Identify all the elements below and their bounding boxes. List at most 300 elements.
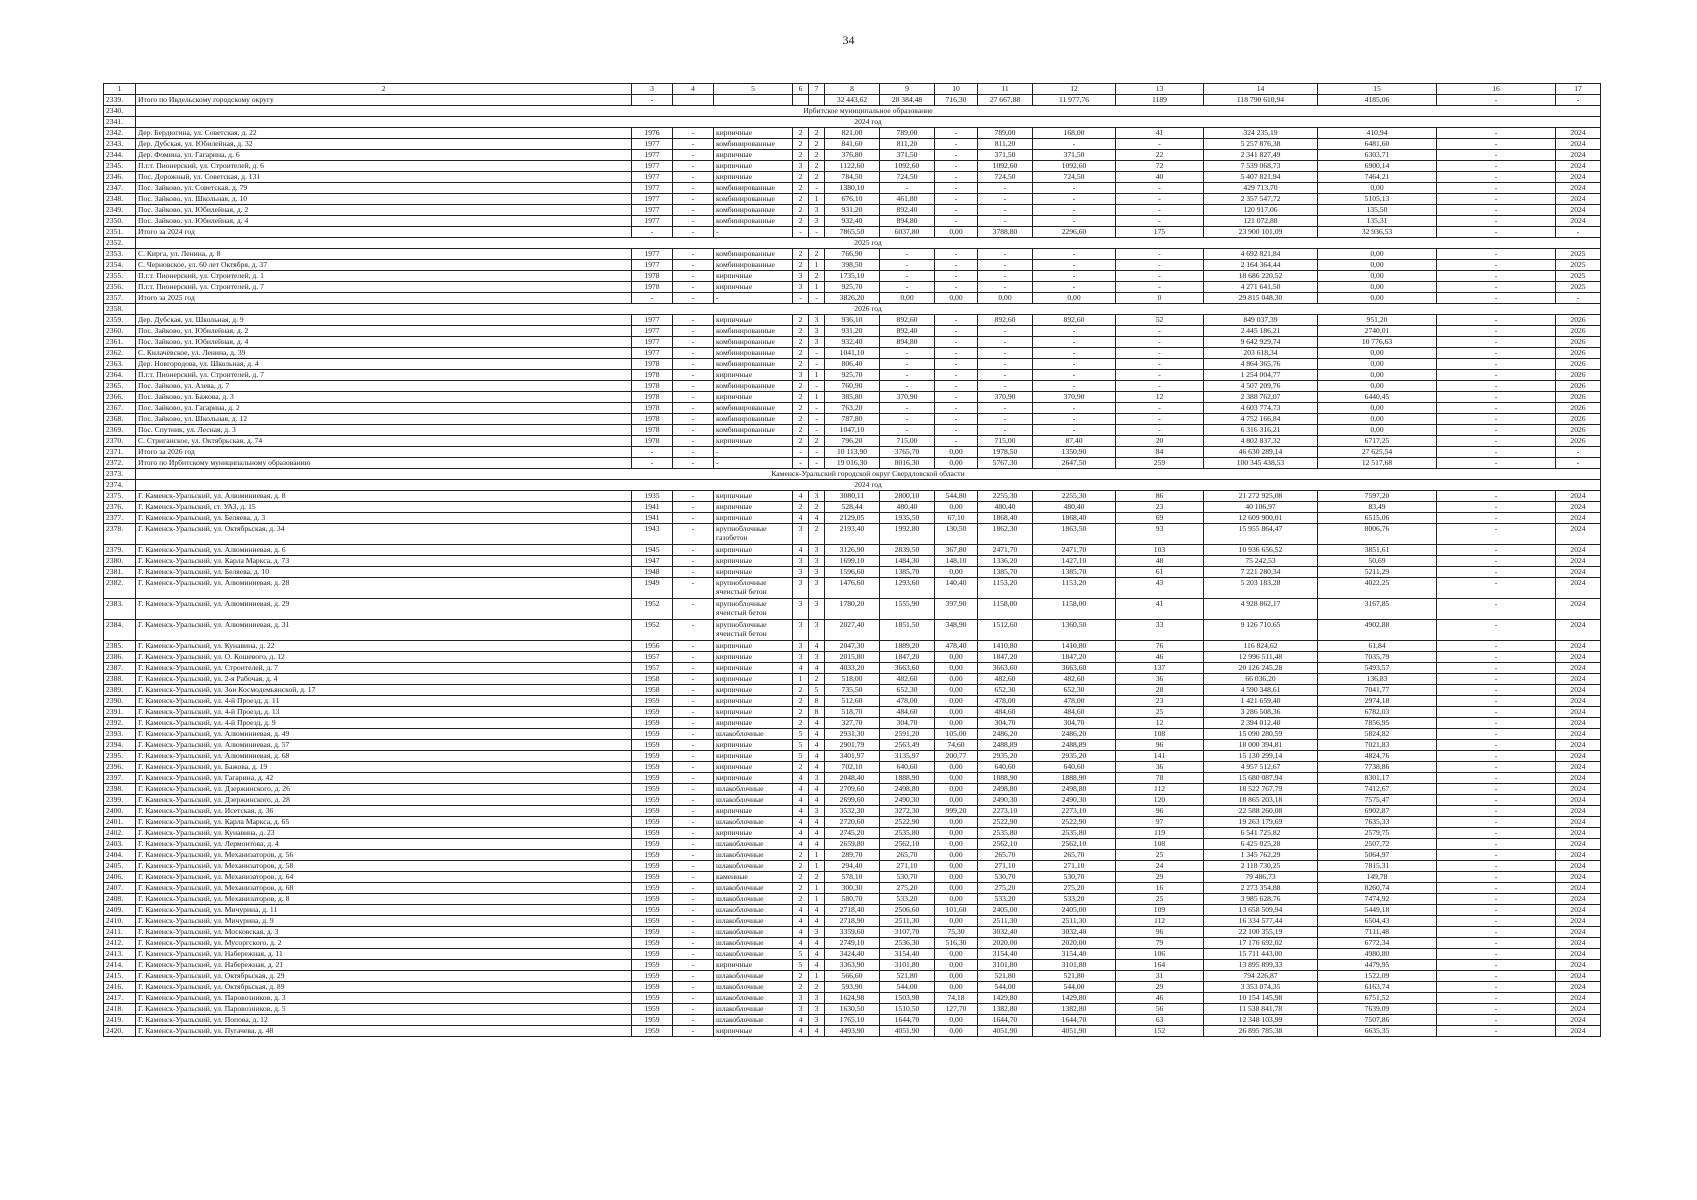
data-cell: 1952 xyxy=(632,599,673,620)
data-cell: 5105,13 xyxy=(1318,194,1437,205)
data-cell: 1360,50 xyxy=(1033,620,1116,641)
section-heading-cell: 2024 год xyxy=(136,117,1601,128)
table-row xyxy=(104,916,1601,927)
data-cell: 2 xyxy=(793,707,809,718)
row-number-cell: 2387. xyxy=(104,663,136,674)
data-cell: 2024 xyxy=(1556,894,1601,905)
data-cell: 3 xyxy=(793,370,809,381)
data-cell: 294,40 xyxy=(825,861,880,872)
data-cell: 1978 xyxy=(632,271,673,282)
data-cell: комбинированные xyxy=(714,425,793,436)
data-cell: комбинированные xyxy=(714,260,793,271)
section-heading-cell: Каменск-Уральский городской округ Свердловской области xyxy=(136,469,1601,480)
address-cell: Г. Каменск-Уральский, ул. Мичурина, д. 11 xyxy=(136,905,632,916)
data-cell: 1956 xyxy=(632,641,673,652)
address-cell: Дер. Бердюгина, ул. Советская, д. 22 xyxy=(136,128,632,139)
data-cell: - xyxy=(1437,795,1556,806)
data-cell: - xyxy=(673,620,714,641)
data-cell: 8016,30 xyxy=(880,458,935,469)
data-cell: 118 790 610,94 xyxy=(1204,95,1318,106)
data-cell: кирпичные xyxy=(714,172,793,183)
data-cell: 6 541 725,82 xyxy=(1204,828,1318,839)
data-cell: - xyxy=(1437,491,1556,502)
address-cell: Итого за 2024 год xyxy=(136,227,632,238)
data-cell: - xyxy=(935,403,978,414)
data-cell: 52 xyxy=(1116,315,1204,326)
data-cell: 3 xyxy=(809,773,825,784)
data-cell: - xyxy=(1116,403,1204,414)
row-number-cell: 2348. xyxy=(104,194,136,205)
table-row xyxy=(104,938,1601,949)
table-row xyxy=(104,740,1601,751)
data-cell: 4 xyxy=(793,784,809,795)
data-cell: 5824,82 xyxy=(1318,729,1437,740)
table-row xyxy=(104,216,1601,227)
data-cell: 2024 xyxy=(1556,599,1601,620)
data-cell: 103 xyxy=(1116,545,1204,556)
address-cell: Пос. Зайково, ул. Азева, д. 7 xyxy=(136,381,632,392)
data-cell: 2 xyxy=(809,872,825,883)
data-cell: - xyxy=(1437,249,1556,260)
data-cell: 27 667,88 xyxy=(978,95,1033,106)
data-cell: 1959 xyxy=(632,806,673,817)
data-cell: - xyxy=(673,817,714,828)
data-cell: 0,00 xyxy=(935,839,978,850)
data-cell: 2749,10 xyxy=(825,938,880,949)
data-cell: 1868,40 xyxy=(1033,513,1116,524)
data-cell: 3532,30 xyxy=(825,806,880,817)
table-row xyxy=(104,502,1601,513)
data-cell: каменные xyxy=(714,872,793,883)
data-cell: - xyxy=(1437,949,1556,960)
data-cell: 16 334 577,44 xyxy=(1204,916,1318,927)
data-cell: 4051,90 xyxy=(978,1026,1033,1037)
address-cell: Г. Каменск-Уральский, ул. Механизаторов, д. 58 xyxy=(136,861,632,872)
data-cell: 12 517,68 xyxy=(1318,458,1437,469)
data-cell: шлакоблочные xyxy=(714,971,793,982)
data-cell: - xyxy=(935,392,978,403)
data-cell: 892,60 xyxy=(978,315,1033,326)
data-cell: 484,60 xyxy=(880,707,935,718)
data-cell: 4 928 862,17 xyxy=(1204,599,1318,620)
data-cell: 3135,97 xyxy=(880,751,935,762)
data-cell: 1959 xyxy=(632,982,673,993)
data-cell: - xyxy=(673,729,714,740)
table-row xyxy=(104,751,1601,762)
data-cell: - xyxy=(1437,652,1556,663)
data-cell: 67,10 xyxy=(935,513,978,524)
section-heading-cell: 2024 год xyxy=(136,480,1601,491)
table-row xyxy=(104,227,1601,238)
data-cell: 533,20 xyxy=(978,894,1033,905)
data-cell: 7507,86 xyxy=(1318,1015,1437,1026)
data-cell: 7464,21 xyxy=(1318,172,1437,183)
data-cell: 533,20 xyxy=(880,894,935,905)
data-cell: 0,00 xyxy=(935,674,978,685)
data-cell: 478,00 xyxy=(1033,696,1116,707)
data-cell: - xyxy=(1556,458,1601,469)
data-cell: 4185,06 xyxy=(1318,95,1437,106)
row-number-cell: 2410. xyxy=(104,916,136,927)
data-cell: 1385,70 xyxy=(1033,567,1116,578)
data-cell: 676,10 xyxy=(825,194,880,205)
data-cell: 12 609 900,01 xyxy=(1204,513,1318,524)
data-cell: 2471,70 xyxy=(978,545,1033,556)
data-cell: кирпичные xyxy=(714,1026,793,1037)
data-cell: 0 xyxy=(1116,293,1204,304)
data-cell: 3826,20 xyxy=(825,293,880,304)
address-cell: Г. Каменск-Уральский, ул. Беляева, д. 3 xyxy=(136,513,632,524)
data-cell: - xyxy=(673,883,714,894)
row-number-cell: 2401. xyxy=(104,817,136,828)
data-cell: 4980,80 xyxy=(1318,949,1437,960)
data-cell: - xyxy=(673,685,714,696)
data-cell: 478,00 xyxy=(880,696,935,707)
data-cell: 0,00 xyxy=(935,982,978,993)
data-cell: - xyxy=(978,249,1033,260)
data-cell: - xyxy=(1116,205,1204,216)
data-cell: 4 xyxy=(809,740,825,751)
address-cell: Г. Каменск-Уральский, ул. 2-я Рабочая, д. 4 xyxy=(136,674,632,685)
data-cell: 78 xyxy=(1116,773,1204,784)
data-cell: 2026 xyxy=(1556,315,1601,326)
data-cell: 4 xyxy=(793,839,809,850)
table-row xyxy=(104,326,1601,337)
data-cell: 2024 xyxy=(1556,718,1601,729)
data-cell: 12 996 511,48 xyxy=(1204,652,1318,663)
data-cell: - xyxy=(1437,817,1556,828)
data-cell: 5 203 183,28 xyxy=(1204,578,1318,599)
data-cell: 2025 xyxy=(1556,249,1601,260)
data-cell: 2 xyxy=(793,872,809,883)
data-cell: 119 xyxy=(1116,828,1204,839)
data-cell: 3101,80 xyxy=(1033,960,1116,971)
data-cell: 1153,20 xyxy=(978,578,1033,599)
data-cell: 6 316 316,21 xyxy=(1204,425,1318,436)
data-cell: кирпичные xyxy=(714,567,793,578)
table-row xyxy=(104,1026,1601,1037)
data-cell: 2273,10 xyxy=(978,806,1033,817)
data-cell: 3663,60 xyxy=(1033,663,1116,674)
data-cell: 2024 xyxy=(1556,183,1601,194)
data-cell: 544,00 xyxy=(880,982,935,993)
data-cell: - xyxy=(673,348,714,359)
data-cell: 2 xyxy=(793,128,809,139)
data-cell: 96 xyxy=(1116,740,1204,751)
address-cell: Г. Каменск-Уральский, ул. Механизаторов, д. 68 xyxy=(136,883,632,894)
data-cell: 0,00 xyxy=(935,817,978,828)
data-cell: - xyxy=(673,652,714,663)
data-cell: 23 xyxy=(1116,502,1204,513)
table-row xyxy=(104,982,1601,993)
data-cell: 2047,30 xyxy=(825,641,880,652)
table-row xyxy=(104,480,1601,491)
data-cell: 2026 xyxy=(1556,436,1601,447)
data-cell: 1503,98 xyxy=(880,993,935,1004)
data-cell: 13 895 899,33 xyxy=(1204,960,1318,971)
data-cell: 370,90 xyxy=(880,392,935,403)
address-cell: С. Стриганское, ул. Октябрьская, д. 74 xyxy=(136,436,632,447)
data-cell: 0,00 xyxy=(935,960,978,971)
data-cell: 2024 xyxy=(1556,502,1601,513)
data-cell: 593,90 xyxy=(825,982,880,993)
data-cell: 4479,95 xyxy=(1318,960,1437,971)
data-cell: кирпичные xyxy=(714,960,793,971)
data-cell: 931,20 xyxy=(825,205,880,216)
data-cell: - xyxy=(1437,128,1556,139)
row-number-cell: 2358. xyxy=(104,304,136,315)
data-cell: 652,30 xyxy=(880,685,935,696)
data-cell: 168,00 xyxy=(1033,128,1116,139)
data-cell: 2026 xyxy=(1556,425,1601,436)
data-cell: 22 100 355,19 xyxy=(1204,927,1318,938)
data-cell: 15 955 864,47 xyxy=(1204,524,1318,545)
data-cell: 2024 xyxy=(1556,806,1601,817)
data-cell: 19 263 179,69 xyxy=(1204,817,1318,828)
data-cell: 1847,20 xyxy=(880,652,935,663)
address-cell: Г. Каменск-Уральский, ул. Кунавина, д. 23 xyxy=(136,828,632,839)
address-cell: Г. Каменск-Уральский, ул. Кунавина, д. 22 xyxy=(136,641,632,652)
row-number-cell: 2377. xyxy=(104,513,136,524)
row-number-cell: 2394. xyxy=(104,740,136,751)
table-row xyxy=(104,458,1601,469)
data-cell: 1512,60 xyxy=(978,620,1033,641)
data-cell: - xyxy=(1437,436,1556,447)
data-cell: 4 xyxy=(809,751,825,762)
data-cell: - xyxy=(809,425,825,436)
table-row xyxy=(104,359,1601,370)
data-cell: 2026 xyxy=(1556,326,1601,337)
data-cell: 1959 xyxy=(632,960,673,971)
data-cell: 2015,80 xyxy=(825,652,880,663)
data-cell: 521,80 xyxy=(880,971,935,982)
data-cell: - xyxy=(673,392,714,403)
data-cell: 2 xyxy=(793,425,809,436)
data-cell: - xyxy=(673,556,714,567)
data-cell: 806,40 xyxy=(825,359,880,370)
data-cell: - xyxy=(673,194,714,205)
data-cell: 2 xyxy=(793,403,809,414)
data-cell: комбинированные xyxy=(714,194,793,205)
data-cell: 766,90 xyxy=(825,249,880,260)
data-cell: 2024 xyxy=(1556,513,1601,524)
data-cell: - xyxy=(1437,392,1556,403)
data-cell: 18 686 220,52 xyxy=(1204,271,1318,282)
data-cell: 932,40 xyxy=(825,216,880,227)
data-cell: кирпичные xyxy=(714,641,793,652)
data-cell: 1959 xyxy=(632,773,673,784)
data-cell: 763,20 xyxy=(825,403,880,414)
data-cell: шлакоблочные xyxy=(714,894,793,905)
row-number-cell: 2375. xyxy=(104,491,136,502)
data-cell: 1959 xyxy=(632,971,673,982)
data-cell: 2024 xyxy=(1556,839,1601,850)
data-cell: 2506,60 xyxy=(880,905,935,916)
data-cell: 7815,31 xyxy=(1318,861,1437,872)
data-cell: 48 xyxy=(1116,556,1204,567)
data-cell: 13 658 509,94 xyxy=(1204,905,1318,916)
data-cell: 1 xyxy=(809,370,825,381)
address-cell: Итого по Ивдельскому городскому округу xyxy=(136,95,632,106)
data-cell: - xyxy=(1033,326,1116,337)
data-cell: 275,20 xyxy=(978,883,1033,894)
data-cell: 61,84 xyxy=(1318,641,1437,652)
data-cell: 7 221 280,34 xyxy=(1204,567,1318,578)
data-cell: 2839,50 xyxy=(880,545,935,556)
data-cell: - xyxy=(1437,567,1556,578)
data-cell: - xyxy=(880,348,935,359)
data-cell: 0,00 xyxy=(935,227,978,238)
data-cell: 1189 xyxy=(1116,95,1204,106)
data-cell: 544,80 xyxy=(935,491,978,502)
row-number-cell: 2362. xyxy=(104,348,136,359)
data-cell: 9 642 929,74 xyxy=(1204,337,1318,348)
data-cell: 1978 xyxy=(632,381,673,392)
data-cell: 3 xyxy=(793,652,809,663)
data-cell: 0,00 xyxy=(1318,183,1437,194)
data-cell: 2024 xyxy=(1556,751,1601,762)
data-cell: 4 xyxy=(793,916,809,927)
row-number-cell: 2345. xyxy=(104,161,136,172)
row-number-cell: 2391. xyxy=(104,707,136,718)
data-cell: - xyxy=(673,436,714,447)
data-cell: 20 xyxy=(1116,436,1204,447)
data-cell: 16 xyxy=(1116,883,1204,894)
section-heading-cell: Ирбитское муниципальное образование xyxy=(136,106,1601,117)
data-cell: 1092,60 xyxy=(880,161,935,172)
data-cell: 2024 xyxy=(1556,696,1601,707)
data-cell: 1888,90 xyxy=(978,773,1033,784)
data-cell: - xyxy=(1437,971,1556,982)
data-cell: 2024 xyxy=(1556,762,1601,773)
data-cell: 86 xyxy=(1116,491,1204,502)
data-cell: - xyxy=(809,403,825,414)
data-cell: комбинированные xyxy=(714,249,793,260)
address-cell: Г. Каменск-Уральский, ст. УАЗ, д. 15 xyxy=(136,502,632,513)
data-cell: 2129,05 xyxy=(825,513,880,524)
data-cell: 7856,95 xyxy=(1318,718,1437,729)
data-cell: 0,00 xyxy=(935,458,978,469)
data-cell: 3272,30 xyxy=(880,806,935,817)
data-cell: 3 286 508,36 xyxy=(1204,707,1318,718)
data-cell: 271,10 xyxy=(880,861,935,872)
table-row xyxy=(104,773,1601,784)
data-cell: 2024 xyxy=(1556,773,1601,784)
table-row xyxy=(104,620,1601,641)
data-cell: - xyxy=(673,599,714,620)
row-number-cell: 2406. xyxy=(104,872,136,883)
address-cell: С. Килачёвское, ул. Ленина, д. 39 xyxy=(136,348,632,359)
data-cell: комбинированные xyxy=(714,205,793,216)
data-cell: 1977 xyxy=(632,249,673,260)
data-cell: - xyxy=(809,293,825,304)
data-cell: 518,70 xyxy=(825,707,880,718)
data-cell: 2 xyxy=(793,861,809,872)
data-cell: 6902,87 xyxy=(1318,806,1437,817)
row-number-cell: 2374. xyxy=(104,480,136,491)
data-cell: - xyxy=(673,806,714,817)
data-cell: 3154,40 xyxy=(880,949,935,960)
data-cell: 0,00 xyxy=(935,949,978,960)
row-number-cell: 2367. xyxy=(104,403,136,414)
address-cell: Г. Каменск-Уральский, ул. Алюминиевая, д. 6 xyxy=(136,545,632,556)
table-row xyxy=(104,828,1601,839)
data-cell: кирпичные xyxy=(714,652,793,663)
data-cell: 6900,14 xyxy=(1318,161,1437,172)
data-cell: - xyxy=(673,578,714,599)
data-cell: 23 900 101,09 xyxy=(1204,227,1318,238)
data-cell: 892,60 xyxy=(1033,315,1116,326)
data-cell: 0,00 xyxy=(935,850,978,861)
data-cell: 4 xyxy=(793,795,809,806)
data-cell: 0,00 xyxy=(1318,414,1437,425)
data-cell: - xyxy=(673,1015,714,1026)
row-number-cell: 2346. xyxy=(104,172,136,183)
address-cell: Г. Каменск-Уральский, ул. Октябрьская, д. 89 xyxy=(136,982,632,993)
data-cell: 2024 xyxy=(1556,938,1601,949)
data-cell: 3 xyxy=(809,1004,825,1015)
data-cell: 6 425 025,28 xyxy=(1204,839,1318,850)
data-cell: - xyxy=(1116,282,1204,293)
data-cell: 2935,20 xyxy=(978,751,1033,762)
data-cell: - xyxy=(1437,663,1556,674)
data-cell: 8260,74 xyxy=(1318,883,1437,894)
data-cell: 2024 xyxy=(1556,641,1601,652)
column-number-cell: 9 xyxy=(880,84,935,95)
data-cell: 1555,90 xyxy=(880,599,935,620)
data-cell: 1958 xyxy=(632,685,673,696)
data-cell: 0,00 xyxy=(1318,403,1437,414)
data-cell: 580,70 xyxy=(825,894,880,905)
data-cell: 1847,20 xyxy=(1033,652,1116,663)
data-cell: - xyxy=(1437,916,1556,927)
page-number: 34 xyxy=(842,33,855,47)
data-cell: 6163,74 xyxy=(1318,982,1437,993)
address-cell: Г. Каменск-Уральский, ул. Механизаторов, д. 56 xyxy=(136,850,632,861)
data-cell: 6303,71 xyxy=(1318,150,1437,161)
data-cell: 6481,60 xyxy=(1318,139,1437,150)
data-cell: - xyxy=(673,905,714,916)
data-cell: 2 xyxy=(793,414,809,425)
data-cell: - xyxy=(673,839,714,850)
data-cell: шлакоблочные xyxy=(714,817,793,828)
data-cell: 4 xyxy=(809,795,825,806)
address-cell: С. Кирга, ул. Ленина, д. 8 xyxy=(136,249,632,260)
data-cell: 1959 xyxy=(632,795,673,806)
data-cell: 3167,85 xyxy=(1318,599,1437,620)
data-cell: - xyxy=(809,359,825,370)
data-cell: 3 xyxy=(809,620,825,641)
data-cell: 19 016,30 xyxy=(825,458,880,469)
data-cell: 4 xyxy=(793,545,809,556)
data-cell: - xyxy=(1437,960,1556,971)
data-cell: - xyxy=(978,183,1033,194)
data-cell: 0,00 xyxy=(978,293,1033,304)
data-cell: 1350,90 xyxy=(1033,447,1116,458)
data-cell: 1862,30 xyxy=(978,524,1033,545)
table-row xyxy=(104,850,1601,861)
data-cell: 0,00 xyxy=(935,883,978,894)
address-cell: Дер. Дубская, ул. Школьная, д. 9 xyxy=(136,315,632,326)
data-cell: 4824,76 xyxy=(1318,751,1437,762)
data-cell: 4 xyxy=(809,938,825,949)
data-cell: 135,50 xyxy=(1318,205,1437,216)
data-cell: кирпичные xyxy=(714,370,793,381)
data-cell: 324 235,19 xyxy=(1204,128,1318,139)
data-cell: 3 xyxy=(793,578,809,599)
data-cell: комбинированные xyxy=(714,348,793,359)
row-number-cell: 2420. xyxy=(104,1026,136,1037)
